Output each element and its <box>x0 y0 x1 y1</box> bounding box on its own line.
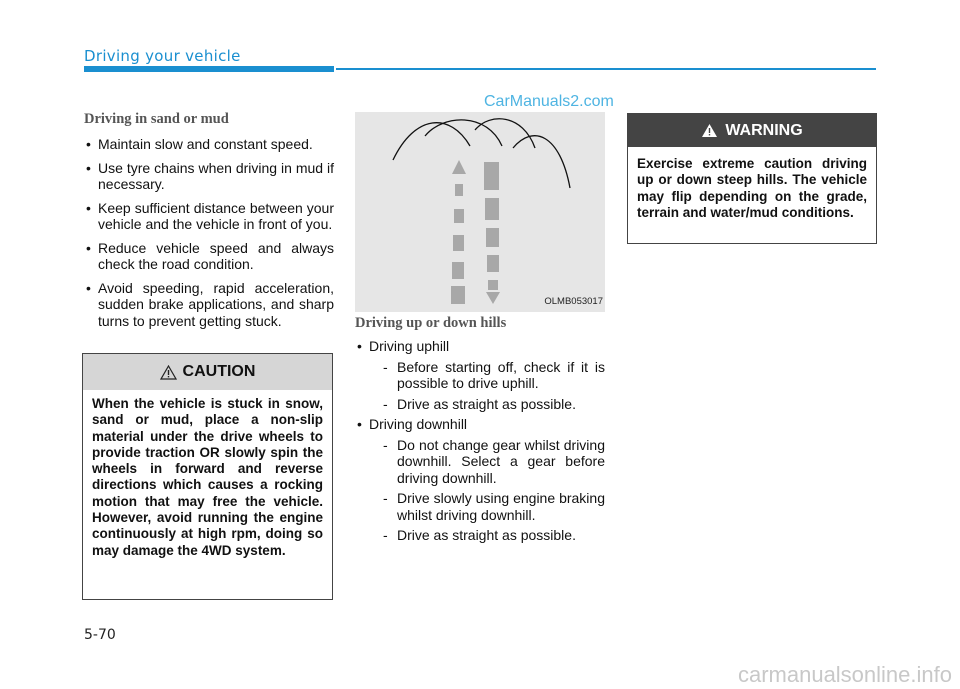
watermark-top[interactable]: CarManuals2.com <box>484 93 614 110</box>
list-item: • Driving downhill - Do not change gear whilst driving downhill. Select a gear before driving downhill. - Drive slowly using engine braking whilst driving downhill. - Drive as straight as possible. <box>357 416 605 543</box>
list-item: - Drive slowly using engine braking whilst driving downhill. <box>383 490 605 523</box>
uphill-sublist <box>369 359 605 413</box>
warning-title: WARNING <box>725 121 803 139</box>
list-item: - Before starting off, check if it is possible to drive uphill. <box>383 358 605 391</box>
hill-driving-figure <box>355 112 605 312</box>
section-title: Driving your vehicle <box>84 47 241 65</box>
header-rule-thick <box>84 66 334 72</box>
list-item: - Drive as straight as possible. <box>383 527 576 543</box>
hills-heading: Driving up or down hills <box>355 315 507 331</box>
warning-triangle-icon <box>701 123 718 138</box>
warning-box <box>627 113 877 244</box>
caution-triangle-icon <box>160 365 177 380</box>
list-item: - Do not change gear whilst driving downhill. Select a gear before driving downhill. <box>383 436 605 486</box>
list-item: • Driving uphill - Before starting off, check if it is possible to drive uphill. - Drive as straight as possible. <box>357 338 605 412</box>
watermark-bottom[interactable]: carmanualsonline.info <box>737 662 952 687</box>
downhill-label: Driving downhill <box>369 416 468 432</box>
warning-text: Exercise extreme caution driving up or down steep hills. The vehicle may flip depending on the grade, terrain and water/mud conditions. <box>637 156 867 220</box>
list-item: • Reduce vehicle speed and always check the road condition. <box>86 239 334 272</box>
sand-mud-list <box>84 136 334 329</box>
caution-header <box>83 354 332 390</box>
figure-code: OLMB053017 <box>544 296 603 307</box>
list-item: - Drive as straight as possible. <box>383 395 576 412</box>
downhill-arrow-head <box>486 292 500 304</box>
uphill-arrow-head <box>452 160 466 174</box>
list-item: • Keep sufficient distance between your vehicle and the vehicle in front of you. <box>86 199 334 232</box>
list-item: • Maintain slow and constant speed. <box>86 136 313 152</box>
hills-section <box>355 315 605 548</box>
uphill-label: Driving uphill <box>369 338 450 354</box>
page-number: 5-70 <box>84 627 116 643</box>
sand-mud-heading: Driving in sand or mud <box>84 111 229 127</box>
list-item: • Avoid speeding, rapid acceleration, sudden brake applications, and sharp turns to prevent getting stuck. <box>86 279 334 329</box>
downhill-sublist <box>369 437 605 544</box>
list-item: • Use tyre chains when driving in mud if necessary. <box>86 159 334 192</box>
header-rule-thin <box>336 68 876 70</box>
warning-header <box>628 114 876 147</box>
caution-text: When the vehicle is stuck in snow, sand or mud, place a non-slip material under the drive wheels to provide traction OR slowly spin the wheels in forward and reverse directions which causes a rocking motion that may free the vehicle. However, avoid running the engine continuously at high rpm, doing so may damage the 4WD system. <box>92 396 323 558</box>
caution-box <box>82 353 333 600</box>
hills-illustration <box>355 112 605 312</box>
caution-title: CAUTION <box>182 363 256 380</box>
hills-list <box>355 338 605 544</box>
sand-mud-section <box>84 111 334 336</box>
